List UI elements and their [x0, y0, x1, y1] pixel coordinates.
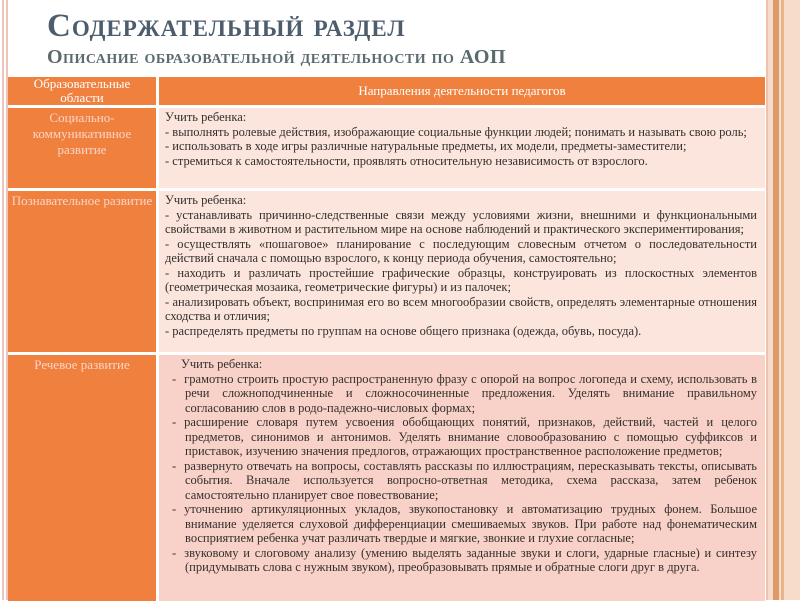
row3-item: - расширение словаря путем усвоения обобщающих понятий, признаков, действий, частей и целого предметов, синонимов и антонимов. Уделять внимание словообразованию с помощью суффиксов и приставок, изучению значения предлогов, отражающих пространственное расположение предметов;: [165, 415, 757, 459]
right-band-edge-line: [766, 0, 768, 600]
slide-title: Содержательный раздел: [47, 8, 406, 44]
row-social-communicative-content: [159, 108, 765, 188]
row1-item: - выполнять ролевые действия, изображающие социальные функции людей; понимать и называть свою роль;: [165, 125, 757, 140]
row-speech-content: [159, 355, 765, 601]
slide-subtitle: Описание образовательной деятельности по АОП: [47, 46, 506, 68]
row3-item: - уточнению артикуляционных укладов, звукопостановку и автоматизацию трудных фонем. Большое внимание уделяется слуховой дифференциации смешиваемых звуков. При работе над фонематическим восприятием ребенка учат различать твердые и мягкие, звонкие и глухие согласные;: [165, 502, 757, 546]
row2-item: - анализировать объект, воспринимая его во всем многообразии свойств, определять элементарные отношения сходства и отличия;: [165, 295, 757, 324]
right-decorative-band: [766, 0, 800, 600]
row2-item: - находить и различать простейшие графические образцы, конструировать из плоскостных элементов (геометрическая мозаика, геометрические фигуры) и из палочек;: [165, 266, 757, 295]
row-cognitive-content: [159, 191, 765, 352]
row2-item: - устанавливать причинно-следственные связи между условиями жизни, внешними и функциональными свойствами в животном и растительном мире на основе наблюдений и практического экспериментирования;: [165, 208, 757, 237]
table-header-directions: Направления деятельности педагогов: [159, 77, 765, 105]
row1-item: - использовать в ходе игры различные натуральные предметы, их модели, предметы-заместители;: [165, 139, 757, 154]
row2-intro: Учить ребенка:: [165, 193, 247, 207]
row1-item: - стремиться к самостоятельности, проявлять относительную независимость от взрослого.: [165, 154, 757, 169]
right-band-stripe-light: [781, 0, 784, 600]
content-table: [8, 77, 765, 601]
row2-item: - осуществлять «пошаговое» планирование с последующим словесным отчетом о последовательности действий сначала с помощью взрослого, к концу периода обучения, самостоятельно;: [165, 237, 757, 266]
table-header-areas: Образовательные области: [8, 77, 156, 105]
right-band-stripe-dark: [773, 0, 779, 600]
area-label-speech: Речевое развитие: [8, 355, 156, 601]
left-border-stripe: [2, 0, 4, 600]
row3-item: - звуковому и слоговому анализу (умению выделять заданные звуки и слоги, ударные гласные) и синтезу (придумывать слова с нужным звуком), преобразовывать прямые и обратные слоги друг в друга.: [165, 546, 757, 575]
row3-item: - грамотно строить простую распространенную фразу с опорой на вопрос логопеда и схему, использовать в речи сложноподчиненные и сложносочиненные предложения. Уделять внимание правильному согласованию слов в родо-падежно-числовых формах;: [165, 372, 757, 416]
row3-intro: Учить ребенка:: [181, 357, 263, 371]
row3-item: - развернуто отвечать на вопросы, составлять рассказы по иллюстрациям, пересказывать тексты, описывать события. Вначале используется вопросно-ответная методика, схема рассказа, затем ребенок самостоятельно планирует свое повествование;: [165, 459, 757, 503]
row2-item: - распределять предметы по группам на основе общего признака (одежда, обувь, посуда).: [165, 324, 757, 339]
row1-intro: Учить ребенка:: [165, 110, 247, 124]
area-label-cognitive: Познавательное развитие: [8, 191, 156, 352]
area-label-social-communicative: Социально-коммуникативное развитие: [8, 108, 156, 188]
